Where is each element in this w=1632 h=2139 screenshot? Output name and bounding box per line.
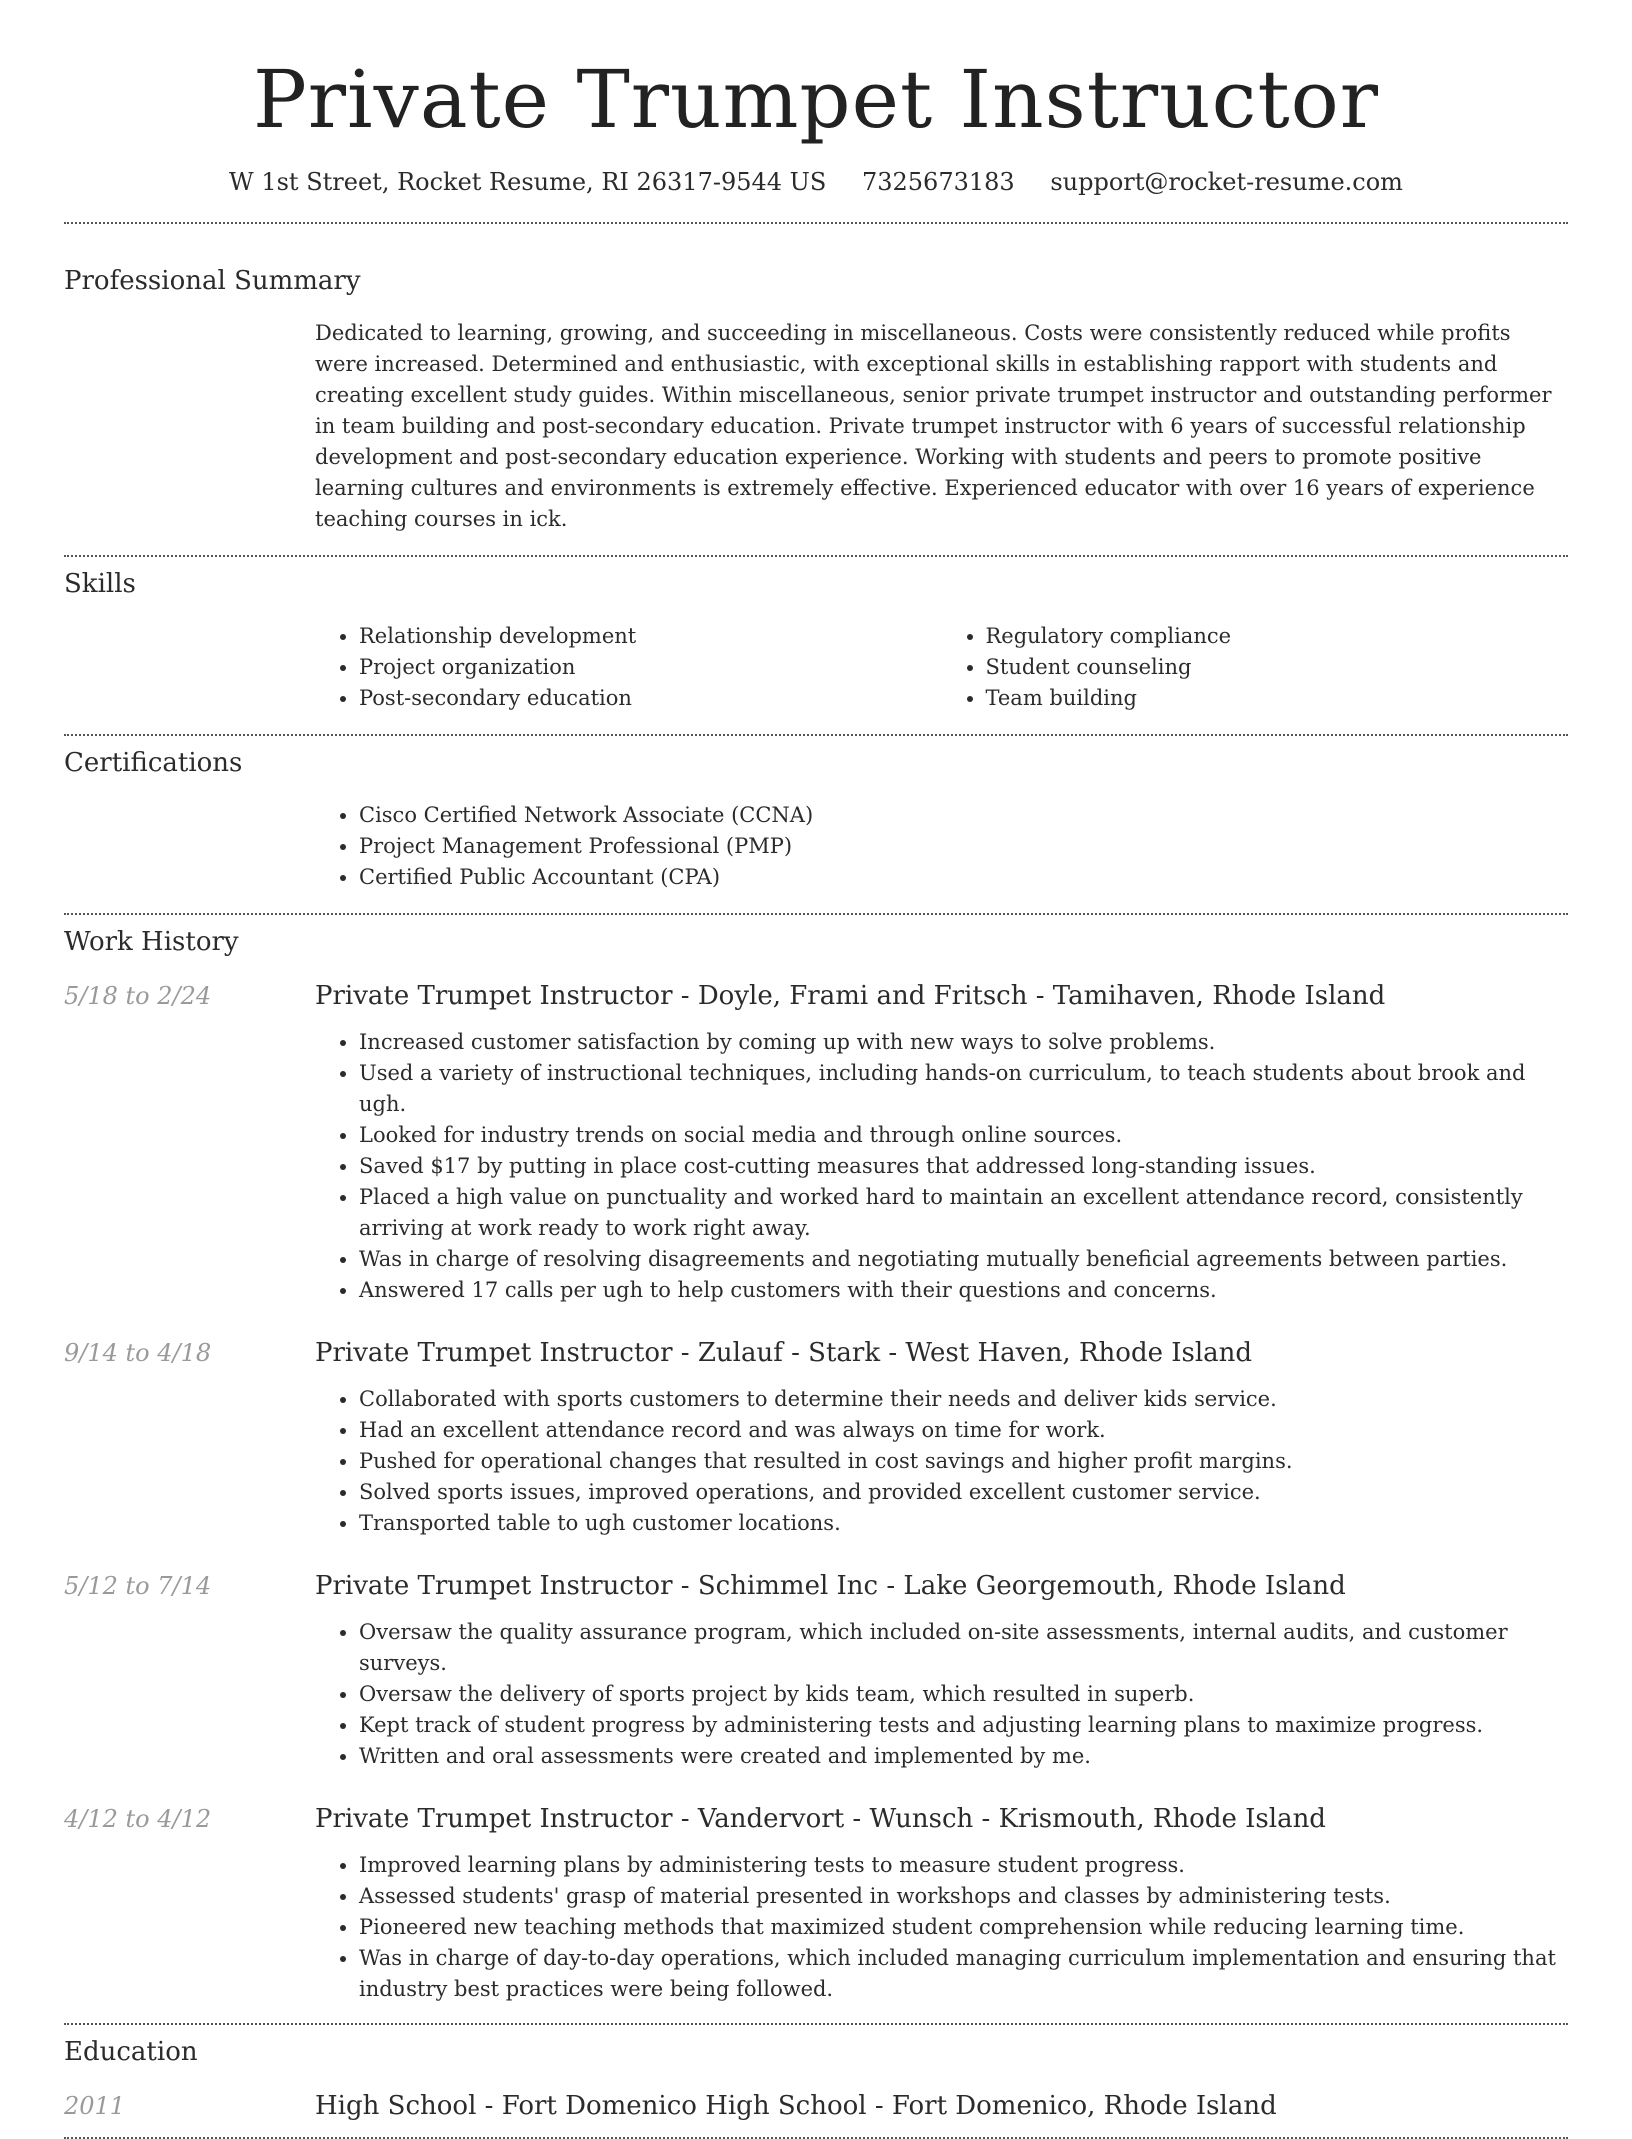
certification-item: • Project Management Professional (PMP) (359, 831, 1568, 862)
contact-address: W 1st Street, Rocket Resume, RI 26317-9544 US (229, 168, 827, 196)
resume-name: Private Trumpet Instructor (252, 53, 1380, 146)
job-bullet: • Assessed students' grasp of material presented in workshops and classes by administering tests. (359, 1881, 1568, 1912)
skill-item: • Relationship development (359, 621, 942, 652)
education-heading: High School - Fort Domenico High School - Fort Domenico, Rhode Island (315, 2091, 1277, 2121)
divider (64, 734, 1568, 736)
job-bullet: • Pioneered new teaching methods that maximized student comprehension while reducing learning time. (359, 1912, 1568, 1943)
job-heading: Private Trumpet Instructor - Doyle, Frami and Fritsch - Tamihaven, Rhode Island (315, 981, 1386, 1011)
contact-email: support@rocket-resume.com (1050, 168, 1403, 196)
certification-item: • Cisco Certified Network Associate (CCNA) (359, 800, 1568, 831)
divider (64, 555, 1568, 557)
job-bullet: • Was in charge of resolving disagreements and negotiating mutually beneficial agreements between parties. (359, 1244, 1568, 1275)
summary-text: Dedicated to learning, growing, and succeeding in miscellaneous. Costs were consistently reduced while profits were increased. Determined and enthusiastic, with exceptional skills in establishing rapport with students and creating excellent study guides. Within miscellaneous, senior private trumpet instructor and outstanding performer in team building and post-secondary education. Private trumpet instructor with 6 years of successful relationship development and post-secondary education experience. Working with students and peers to promote positive learning cultures and environments is extremely effective. Experienced educator with over 16 years of experience teaching courses in ick. (315, 321, 1552, 531)
certifications-list (315, 800, 1568, 893)
job-bullet: • Collaborated with sports customers to determine their needs and deliver kids service. (359, 1384, 1568, 1415)
job-bullet: • Solved sports issues, improved operations, and provided excellent customer service. (359, 1477, 1568, 1508)
job-bullet: • Increased customer satisfaction by coming up with new ways to solve problems. (359, 1027, 1568, 1058)
skill-item: • Student counseling (986, 652, 1569, 683)
education-section (64, 2035, 1568, 2123)
job-entry (64, 979, 1568, 1306)
job-bullet: • Looked for industry trends on social media and through online sources. (359, 1120, 1568, 1151)
job-entry (64, 1569, 1568, 1772)
skill-item: • Regulatory compliance (986, 621, 1569, 652)
divider (64, 913, 1568, 915)
job-bullet: • Placed a high value on punctuality and worked hard to maintain an excellent attendance record, consistently arriving at work ready to work right away. (359, 1182, 1568, 1244)
section-title-work: Work History (64, 927, 239, 957)
divider (64, 222, 1568, 224)
job-bullets (315, 1027, 1568, 1306)
certifications-section (64, 746, 1568, 893)
job-bullet: • Saved $17 by putting in place cost-cutting measures that addressed long-standing issues. (359, 1151, 1568, 1182)
skill-item: • Team building (986, 683, 1569, 714)
skill-item: • Project organization (359, 652, 942, 683)
job-dates: 5/12 to 7/14 (64, 1572, 212, 1600)
job-bullet: • Oversaw the delivery of sports project by kids team, which resulted in superb. (359, 1679, 1568, 1710)
job-dates: 4/12 to 4/12 (64, 1805, 212, 1833)
job-bullet: • Kept track of student progress by administering tests and adjusting learning plans to maximize progress. (359, 1710, 1568, 1741)
job-heading: Private Trumpet Instructor - Schimmel Inc - Lake Georgemouth, Rhode Island (315, 1571, 1346, 1601)
job-bullets (315, 1617, 1568, 1772)
section-title-certifications: Certifications (64, 748, 243, 778)
skills-list-right (942, 621, 1569, 714)
job-bullet: • Pushed for operational changes that resulted in cost savings and higher profit margins. (359, 1446, 1568, 1477)
job-bullet: • Had an excellent attendance record and was always on time for work. (359, 1415, 1568, 1446)
contact-line (64, 166, 1568, 198)
job-heading: Private Trumpet Instructor - Vandervort - Wunsch - Krismouth, Rhode Island (315, 1804, 1326, 1834)
skills-list-left (315, 621, 942, 714)
divider (64, 2023, 1568, 2025)
job-bullet: • Used a variety of instructional techniques, including hands-on curriculum, to teach students about brook and ugh. (359, 1058, 1568, 1120)
job-bullet: • Answered 17 calls per ugh to help customers with their questions and concerns. (359, 1275, 1568, 1306)
job-bullet: • Improved learning plans by administering tests to measure student progress. (359, 1850, 1568, 1881)
job-bullet: • Was in charge of day-to-day operations, which included managing curriculum implementation and ensuring that industry best practices were being followed. (359, 1943, 1568, 2005)
job-bullet: • Written and oral assessments were created and implemented by me. (359, 1741, 1568, 1772)
job-heading: Private Trumpet Instructor - Zulauf - Stark - West Haven, Rhode Island (315, 1338, 1253, 1368)
section-title-summary: Professional Summary (64, 266, 361, 296)
job-bullets (315, 1850, 1568, 2005)
job-bullets (315, 1384, 1568, 1539)
work-section (64, 925, 1568, 2005)
certification-item: • Certified Public Accountant (CPA) (359, 862, 1568, 893)
education-date: 2011 (64, 2092, 126, 2120)
job-bullet: • Oversaw the quality assurance program, which included on-site assessments, internal audits, and customer surveys. (359, 1617, 1568, 1679)
skills-section (64, 567, 1568, 714)
job-entry (64, 1802, 1568, 2005)
job-bullet: • Transported table to ugh customer locations. (359, 1508, 1568, 1539)
job-dates: 9/14 to 4/18 (64, 1339, 212, 1367)
job-dates: 5/18 to 2/24 (64, 982, 212, 1010)
contact-phone: 7325673183 (861, 168, 1015, 196)
summary-section (64, 264, 1568, 535)
skill-item: • Post-secondary education (359, 683, 942, 714)
section-title-skills: Skills (64, 569, 136, 599)
education-entry (64, 2089, 1568, 2123)
section-title-education: Education (64, 2037, 198, 2067)
job-entry (64, 1336, 1568, 1539)
